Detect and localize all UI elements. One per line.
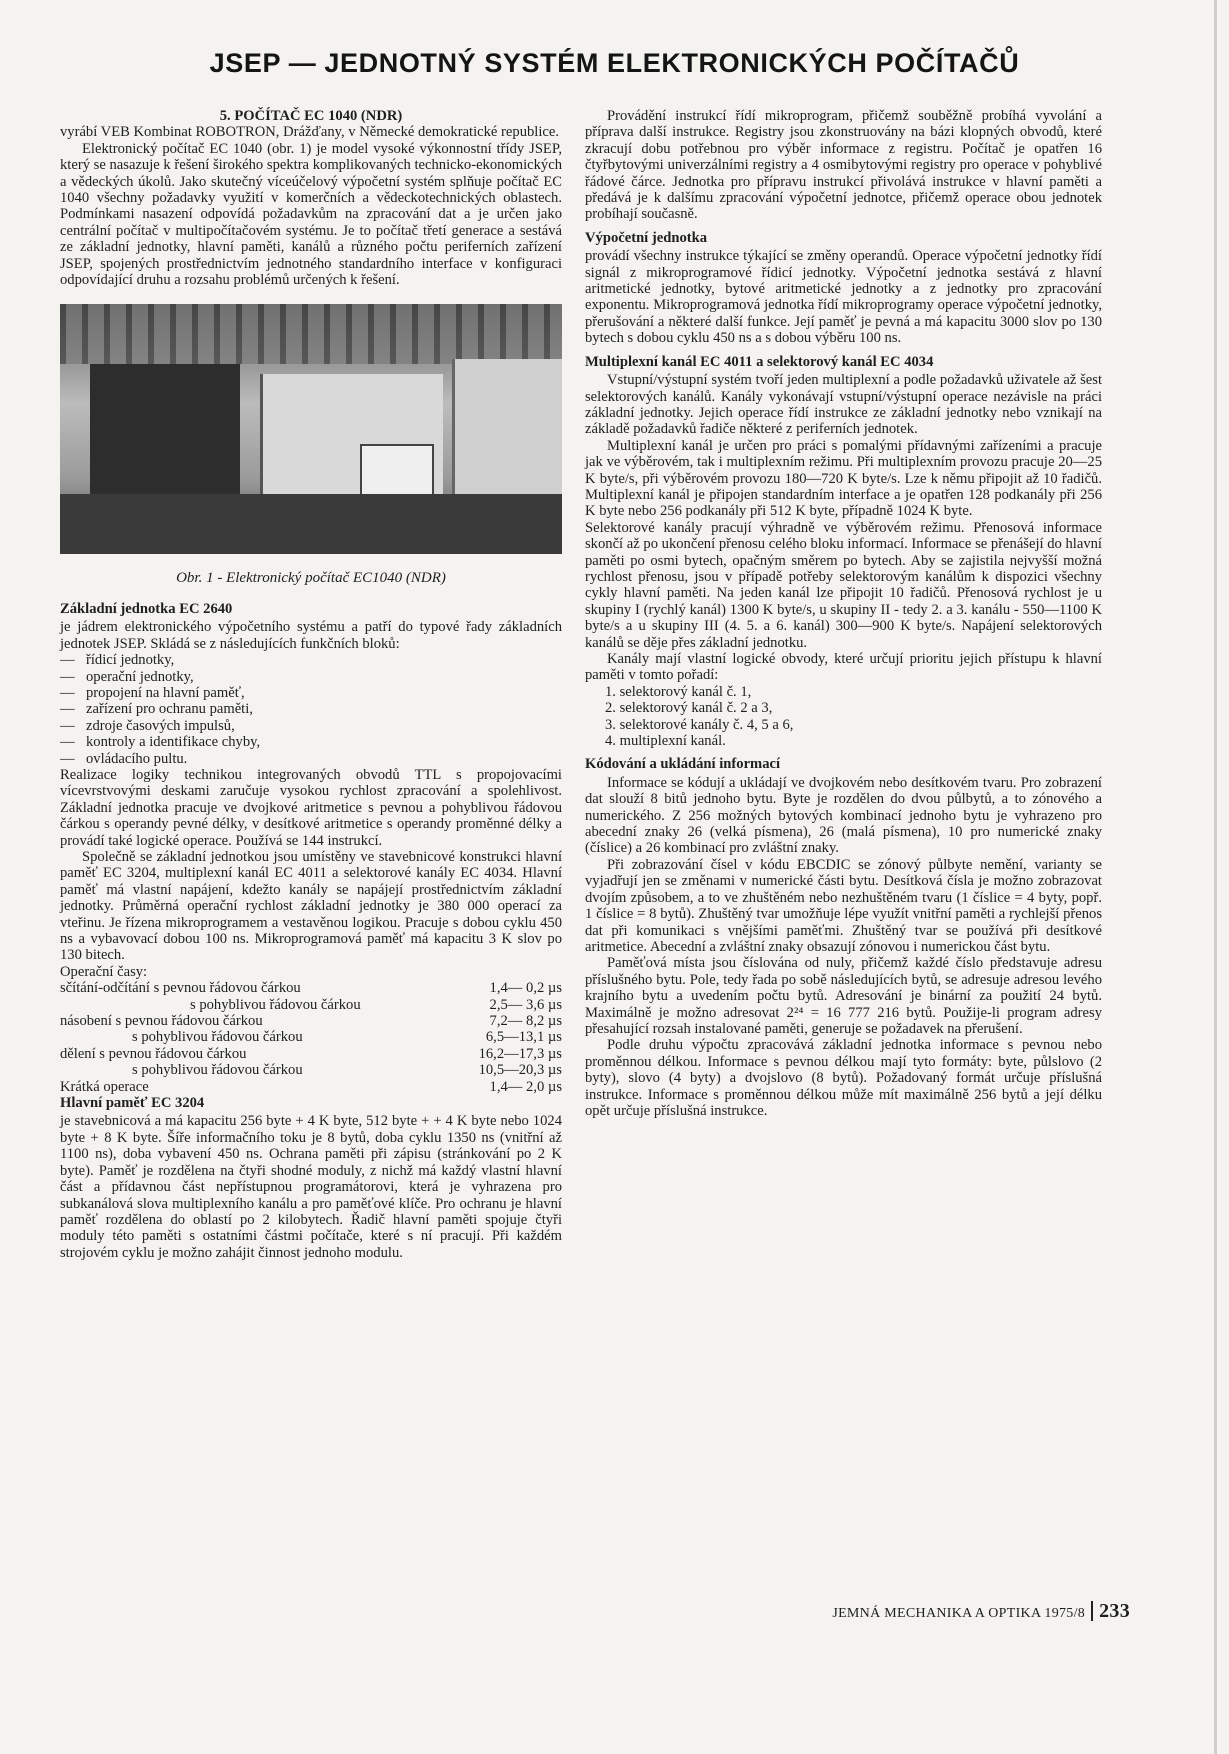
list-item: 1. selektorový kanál č. 1, <box>605 683 752 700</box>
coding-paragraph-3: Paměťová místa jsou číslována od nuly, přičemž každé číslo představuje adresu příslušného bytu. Pole, tedy řada po sobě následujících bytů, se adresuje adresou levého krajního bytu a uvedením počtu bytů. Adresování je binární za použití 24 bytů. Maximálně je možno adresovat 2²⁴ = 16 777 216 bytů. Použije-li program adresy přesahující rozsah instalované paměti, generuje se požadavek na přerušení. <box>585 955 1102 1037</box>
basic-unit-paragraph-2: Realizace logiky technikou integrovaných obvodů TTL s propojovacími vícevrstvovými deskami zaručuje vysokou rychlost zpracování a spolehlivost. Základní jednotka pracuje ve dvojkové aritmetice s pevnou a pohyblivou řádovou čárkou s operandy pevné délky, v desítkové aritmetice s operandy proměnné délky a provádí také logické operace. Používá se 144 instrukcí. <box>60 766 562 849</box>
list-item: — zdroje časových impulsů, <box>60 718 562 734</box>
op-time-label: dělení s pevnou řádovou čárkou <box>60 1045 247 1062</box>
op-time-value: 2,5— 3,6 µs <box>489 996 562 1013</box>
op-time-value: 1,4— 2,0 µs <box>489 1078 562 1095</box>
page-number: 233 <box>1099 1600 1130 1622</box>
coding-paragraph-1: Informace se kódují a ukládají ve dvojkovém nebo desítkovém tvaru. Pro zobrazení dat slouží 8 bitů jednoho bytu. Byte je rozdělen do dvou půlbytů, a to zónového a numerického. Z 256 možných bytových kombinací jednoho bytu je vyhrazeno pro abecední znaky 26 (velká písmena), 26 (malá písmena), 10 pro numerické znaky (číslice) a 26 kombinací pro zvláštní znaky. <box>585 774 1102 857</box>
compute-unit-paragraph: provádí všechny instrukce týkající se změny operandů. Operace výpočetní jednotky řídí signál z mikroprogramové řídicí jednotky. Výpočetní jednotka sestává z hlavní aritmetické jednotky, bytové aritmetické jednotky a z jednotky pro zpracování exponentu. Mikroprogramová jednotka řídí mikroprogramy operace výpočetní jednotky, přerušování a některé další funkce. Její paměť je pevná a má kapacitu 3000 slov po 130 bytech s dobou cyklu 450 ns a s dobou výběru 100 ns. <box>585 248 1102 347</box>
op-time-label: s pohyblivou řádovou čárkou <box>190 996 361 1013</box>
list-item: 4. multiplexní kanál. <box>605 733 726 750</box>
list-item: — ovládacího pultu. <box>60 751 562 767</box>
photo-cabinet-dark <box>90 364 240 504</box>
channel-paragraph-4: Kanály mají vlastní logické obvody, které určují prioritu jejich přístupu k hlavní paměti v tomto pořadí: <box>585 651 1102 684</box>
op-time-value: 16,2—17,3 µs <box>478 1045 562 1062</box>
photo-console-desk <box>60 494 562 554</box>
basic-unit-paragraph-1: je jádrem elektronického výpočetního systému a patří do typové řady základních jednotek JSEP. Skládá se z následujících funkčních bloků: <box>60 619 562 652</box>
journal-name: JEMNÁ MECHANIKA A OPTIKA 1975/8 <box>832 1606 1086 1621</box>
op-time-label: Krátká operace <box>60 1078 149 1095</box>
list-item: 2. selektorový kanál č. 2 a 3, <box>605 700 773 717</box>
channel-paragraph-1: Vstupní/výstupní systém tvoří jeden multiplexní a podle požadavků uživatele až šest selektorových kanálů. Kanály vykonávají vstupní/výstupní operace nezávisle na práci základní jednotky. Jejich operace řídí instrukce ze základní jednotky nebo vznikají na základě požadavků řadiče některé z periferních jednotek. <box>585 372 1102 438</box>
computer-photo <box>60 304 562 554</box>
channel-paragraph-2: Multiplexní kanál je určen pro práci s pomalými přídavnými zařízeními a pracuje jak ve výběrovém, tak i multiplexním režimu. Při multiplexním provozu pracuje 20—25 K byte/s, při výběrovém provozu 180—720 K byte/s. Lze k němu připojit až 10 řadičů. Multiplexní kanál je připojen standardním interface a je opatřen 128 podkanály při 256 K byte nebo 256 podkanály při 512 K byte, případně 1024 K byte. <box>585 437 1102 520</box>
photo-cabinet-right <box>452 359 562 509</box>
priority-list <box>585 684 1102 750</box>
op-time-label: s pohyblivou řádovou čárkou <box>132 1029 303 1046</box>
main-memory-heading: Hlavní paměť EC 3204 <box>60 1095 205 1112</box>
coding-paragraph-4: Podle druhu výpočtu zpracovává základní jednotka informace s pevnou nebo proměnnou délkou. Informace s pevnou délkou mají tyto formáty: byte, půlslovo (2 byty), slovo (4 byty) a dvojslovo (8 bytů). Požadovaný formát určuje příslušná instrukce. Informace s proměnnou délkou může mít maximálně 256 bytů a její délku opět určuje příslušná instrukce. <box>585 1037 1102 1119</box>
right-column <box>585 108 1102 1119</box>
compute-unit-heading: Výpočetní jednotka <box>585 229 708 246</box>
op-time-row <box>60 1079 562 1095</box>
op-time-row <box>60 1062 562 1078</box>
section-heading-ec1040: 5. POČÍTAČ EC 1040 (NDR) <box>219 108 403 124</box>
list-item: — zařízení pro ochranu paměti, <box>60 701 562 717</box>
basic-unit-paragraph-3: Společně se základní jednotkou jsou umístěny ve stavebnicové konstrukci hlavní paměť EC 3204, multiplexní kanál EC 4011 a selektorové kanály EC 4034. Hlavní paměť má vlastní napájení, kdežto kanály se napájejí prostřednictvím základní jednotky. Průměrná operační rychlost základní jednotky je 380 000 operací za vteřinu. Je řízena mikroprogramem a vestavěnou logikou. Pracuje s dobou cyklu 450 ns a vybavovací dobou 100 ns. Mikroprogramová paměť má kapacitu 3 K slov po 130 bitech. <box>60 848 562 964</box>
page-title: JSEP — JEDNOTNÝ SYSTÉM ELEKTRONICKÝCH POČÍTAČŮ <box>209 48 1020 78</box>
op-time-value: 1,4— 0,2 µs <box>489 980 562 997</box>
figure-caption: Obr. 1 - Elektronický počítač EC1040 (NDR) <box>176 570 446 587</box>
list-item: 3. selektorové kanály č. 4, 5 a 6, <box>605 716 794 733</box>
op-time-value: 6,5—13,1 µs <box>485 1029 562 1046</box>
intro-paragraph-1: vyrábí VEB Kombinat ROBOTRON, Drážďany, v Německé demokratické republice. <box>60 124 559 141</box>
op-time-row <box>60 1029 562 1045</box>
footer-divider <box>1091 1601 1093 1621</box>
photo-ceiling <box>60 304 562 364</box>
op-time-label: s pohyblivou řádovou čárkou <box>132 1062 303 1079</box>
op-time-value: 10,5—20,3 µs <box>478 1062 562 1079</box>
op-times-table <box>60 980 562 1095</box>
op-times-label: Operační časy: <box>60 963 148 980</box>
channel-heading: Multiplexní kanál EC 4011 a selektorový kanál EC 4034 <box>585 353 934 370</box>
coding-paragraph-2: Při zobrazování čísel v kódu EBCDIC se zónový půlbyte nemění, varianty se vyjadřují jen se změnami v numerické části bytu. Desítková čísla je možno zobrazovat dvojím způsobem, a to ve zhuštěném nebo nezhuštěném tvaru (1 číslice = 4 byty, popř. 1 číslice = 8 bytů). Zhuštěný tvar umožňuje lépe využít vnitřní paměti a rychlejší přenos dat při komunikaci s vnějšími paměťmi. Zhuštěný tvar se používá při desítkové aritmetice. Abecední a zvláštní znaky obsazují zónovou i numerickou část bytu. <box>585 856 1102 955</box>
list-item: — operační jednotky, <box>60 669 562 685</box>
op-time-label: sčítání-odčítání s pevnou řádovou čárkou <box>60 980 301 997</box>
basic-unit-heading: Základní jednotka EC 2640 <box>60 600 233 617</box>
list-item: — propojení na hlavní paměť, <box>60 685 562 701</box>
intro-paragraph-2: Elektronický počítač EC 1040 (obr. 1) je model vysoké výkonnostní třídy JSEP, který se nasazuje k řešení širokého spektra komplikovaných technicko-ekonomických a vědeckých úkolů. Jako skutečný víceúčelový výpočetní systém splňuje počítač EC 1040 všechny požadavky využití v komerčních a vědeckotechnických oblastech. Podmínkami nasazení odpovídá požadavkům na zpracování dat a je určen jako centrální počítač v multipočítačovém systému. Je to počítač třetí generace a sestává ze základní jednotky, hlavní paměti, kanálů a různého počtu periferních zařízení JSEP, spojených prostřednictvím jednotného standardního interface v konfiguraci odpovídající druhu a rozsahu problémů určených k řešení. <box>60 140 562 289</box>
op-time-row <box>60 997 562 1013</box>
list-item: — kontroly a identifikace chyby, <box>60 734 562 750</box>
op-time-row <box>60 1046 562 1062</box>
list-item: — řídicí jednotky, <box>60 652 562 668</box>
main-memory-paragraph: je stavebnicová a má kapacitu 256 byte + 4 K byte, 512 byte + + 4 K byte nebo 1024 byte + 8 K byte. Šíře informačního toku je 8 bytů, doba cyklu 1350 ns (vnitřní až 1100 ns), doba vybavení 450 ns. Ochrana paměti při zápisu (stránkování po 2 K byte). Paměť je rozdělena na čtyři shodné moduly, z nichž má každý vlastní hlavní část a přídavnou část nepřístupnou programátorovi, která je vyhrazena pro subkanálová slova multiplexního kanálu a pro paměťové klíče. Pro ochranu je hlavní paměť rozdělena do oblastí po 2 kilobytech. Řadič hlavní paměti spojuje čtyři moduly této paměti s ostatními částmi počítače, které s ní pracují. Při každém strojovém cyklu je možno zahájit činnost jednoho modulu. <box>60 1113 562 1261</box>
page-edge-rule <box>1214 0 1217 1754</box>
coding-heading: Kódování a ukládání informací <box>585 756 781 773</box>
left-column <box>60 108 562 1261</box>
page-footer <box>700 1600 1130 1623</box>
op-time-row <box>60 1013 562 1029</box>
functional-blocks-list <box>60 652 562 767</box>
op-time-value: 7,2— 8,2 µs <box>489 1013 562 1030</box>
instruction-paragraph: Provádění instrukcí řídí mikroprogram, přičemž souběžně probíhá vyvolání a příprava další instrukce. Registry jsou zkonstruovány na bázi klopných obvodů, které zkracují dobu potřebnou pro výběr informace z registru. Počítač je opatřen 16 čtyřbytovými univerzálními registry a 4 osmibytovými registry pro operace v pohyblivé řádové čárce. Jednotka pro přípravu instrukcí přivolává instrukce v hlavní paměti a předává je k dalšímu zpracování výpočetní jednotce, přičemž operace obou jednotek probíhají současně. <box>585 108 1102 223</box>
op-time-row <box>60 980 562 996</box>
channel-paragraph-3: Selektorové kanály pracují výhradně ve výběrovém režimu. Přenosová informace skončí až po ukončení přenosu celého bloku informací. Informace se přenášejí do hlavní paměti po osmi bytech, opačným směrem po bytech. Aby se zajistila nejvyšší možná rychlost přenosu, jsou v případě potřeby selektorovým kanálům k dispozici všechny cykly hlavní paměti. Na jeden kanál lze připojit 10 řadičů. Přenosová rychlost je u skupiny I (rychlý kanál) 1300 K byte/s, u skupiny II - tedy 2. a 3. kanálu - 550—1100 K byte/s a u skupiny III (4. 5. a 6. kanál) 300—900 K byte/s. Napájení selektorových kanálů se děje přes základní jednotku. <box>585 519 1102 651</box>
op-time-label: násobení s pevnou řádovou čárkou <box>60 1013 263 1030</box>
